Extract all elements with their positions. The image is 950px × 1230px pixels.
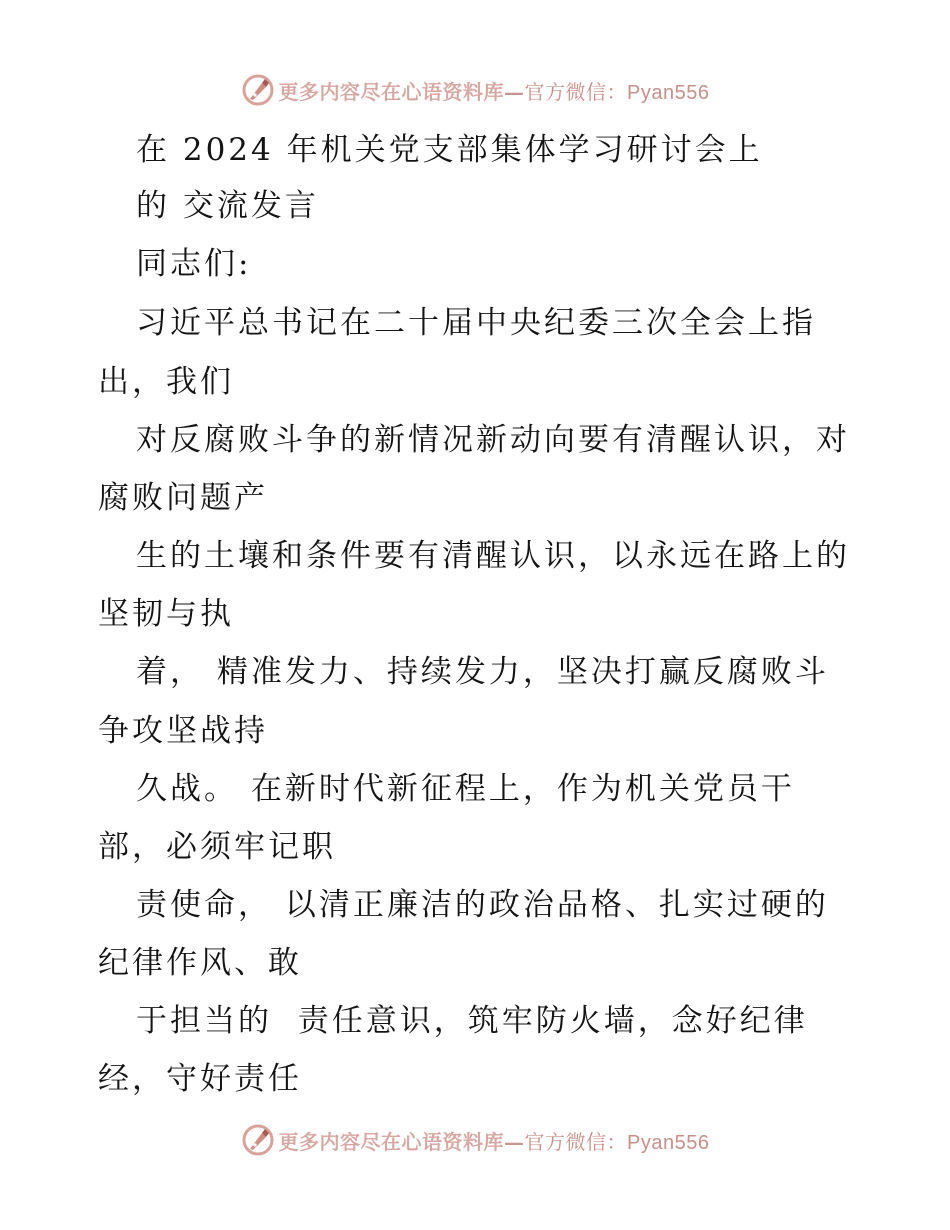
paragraph-line: 争攻坚战持: [98, 713, 268, 749]
document-title-line-2: 的 交流发言: [136, 188, 319, 224]
paragraph-line: 部，必须牢记职: [98, 829, 336, 865]
watermark-text: 更多内容尽在心语资料库—官方微信：Pyan556: [278, 1129, 710, 1154]
paragraph-line: 坚韧与执: [98, 596, 234, 632]
paragraph-line: 着， 精准发力、持续发力，坚决打赢反腐败斗: [136, 654, 829, 690]
pen-nib-logo-icon: [241, 73, 275, 107]
pen-nib-logo-icon: [241, 1123, 275, 1157]
paragraph-line: 腐败问题产: [98, 480, 268, 516]
paragraph-line: 生的土壤和条件要有清醒认识，以永远在路上的: [136, 538, 850, 574]
watermark-text: 更多内容尽在心语资料库—官方微信：Pyan556: [278, 79, 710, 104]
paragraph-line: 纪律作风、敢: [98, 945, 302, 981]
watermark-banner-bottom: [0, 1120, 950, 1160]
paragraph-line: 于担当的 责任意识，筑牢防火墙，念好纪律: [136, 1003, 808, 1039]
paragraph-line: 责使命， 以清正廉洁的政治品格、扎实过硬的: [136, 887, 829, 923]
salutation: 同志们:: [136, 246, 252, 282]
document-title-line-1: 在 2024 年机关党支部集体学习研讨会上: [136, 132, 763, 168]
paragraph-line: 出，我们: [98, 364, 234, 400]
paragraph-line: 对反腐败斗争的新情况新动向要有清醒认识，对: [136, 422, 850, 458]
watermark-banner-top: [0, 70, 950, 110]
paragraph-line: 久战。 在新时代新征程上，作为机关党员干: [136, 771, 795, 807]
paragraph-line: 经，守好责任: [98, 1061, 302, 1097]
paragraph-line: 习近平总书记在二十届中央纪委三次全会上指: [136, 305, 816, 341]
